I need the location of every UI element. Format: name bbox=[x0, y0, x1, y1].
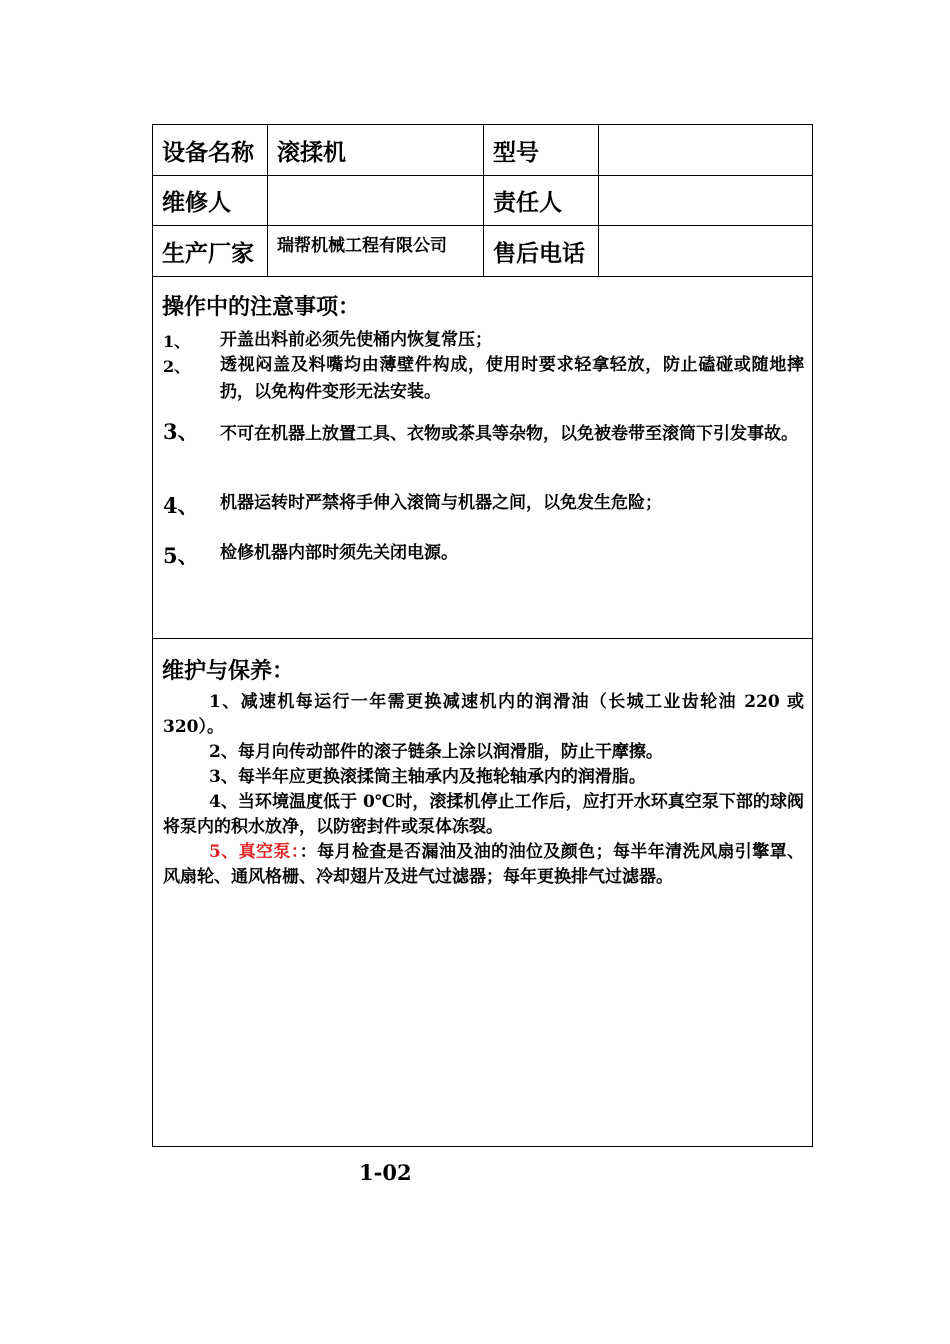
maintenance-section bbox=[153, 639, 812, 1146]
info-row-manufacturer bbox=[153, 226, 812, 277]
note-number: 2、 bbox=[163, 357, 191, 376]
maintenance-title: 维护与保养： bbox=[162, 659, 295, 684]
manufacturer-label: 生产厂家 bbox=[153, 226, 268, 276]
service-phone-value bbox=[599, 226, 812, 276]
maintenance-item bbox=[163, 840, 804, 890]
responsible-value bbox=[599, 176, 812, 225]
repairer-value bbox=[268, 176, 484, 225]
info-row-name bbox=[153, 125, 812, 176]
equipment-card bbox=[152, 124, 813, 1147]
operation-notes-section bbox=[153, 277, 812, 639]
note-text: 机器运转时严禁将手伸入滚筒与机器之间，以免发生危险； bbox=[220, 493, 662, 513]
maintenance-item: 1、减速机每运行一年需更换减速机内的润滑油（长城工业齿轮油 220 或 320）。 bbox=[163, 692, 804, 737]
service-phone-label: 售后电话 bbox=[484, 226, 599, 276]
model-label: 型号 bbox=[484, 125, 599, 175]
vacuum-pump-text: ：每月检查是否漏油及油的油位及颜色；每半年清洗风扇引擎罩、风扇轮、通风格栅、冷却翅片及进气过滤器；每年更换排气过滤器。 bbox=[163, 842, 804, 887]
info-row-repair bbox=[153, 176, 812, 226]
note-number: 1、 bbox=[163, 332, 191, 351]
equipment-name-label: 设备名称 bbox=[153, 125, 268, 175]
maintenance-item: 2、每月向传动部件的滚子链条上涂以润滑脂，防止干摩擦。 bbox=[209, 742, 663, 762]
repairer-label: 维修人 bbox=[153, 176, 268, 225]
vacuum-pump-label: 5、真空泵： bbox=[209, 842, 300, 862]
note-number: 3、 bbox=[163, 419, 199, 444]
responsible-label: 责任人 bbox=[484, 176, 599, 225]
manufacturer-value: 瑞帮机械工程有限公司 bbox=[268, 226, 484, 276]
note-text: 检修机器内部时须先关闭电源。 bbox=[220, 543, 458, 563]
note-text: 不可在机器上放置工具、衣物或茶具等杂物，以免被卷带至滚筒下引发事故。 bbox=[220, 424, 798, 444]
model-value bbox=[599, 125, 812, 175]
note-text: 开盖出料前必须先使桶内恢复常压； bbox=[220, 330, 492, 350]
page-code: 1-02 bbox=[359, 1160, 412, 1185]
maintenance-item: 4、当环境温度低于 0℃时，滚揉机停止工作后，应打开水环真空泵下部的球阀将泵内的积水放净，以防密封件或泵体冻裂。 bbox=[163, 792, 804, 837]
equipment-name-value: 滚揉机 bbox=[268, 125, 484, 175]
note-number: 4、 bbox=[163, 493, 199, 518]
maintenance-item: 3、每半年应更换滚揉筒主轴承内及拖轮轴承内的润滑脂。 bbox=[209, 767, 646, 787]
operation-notes-title: 操作中的注意事项： bbox=[162, 295, 361, 320]
note-text: 透视闷盖及料嘴均由薄壁件构成，使用时要求轻拿轻放，防止磕碰或随地摔扔，以免构件变形无法安装。 bbox=[220, 355, 804, 402]
note-number: 5、 bbox=[163, 543, 199, 568]
